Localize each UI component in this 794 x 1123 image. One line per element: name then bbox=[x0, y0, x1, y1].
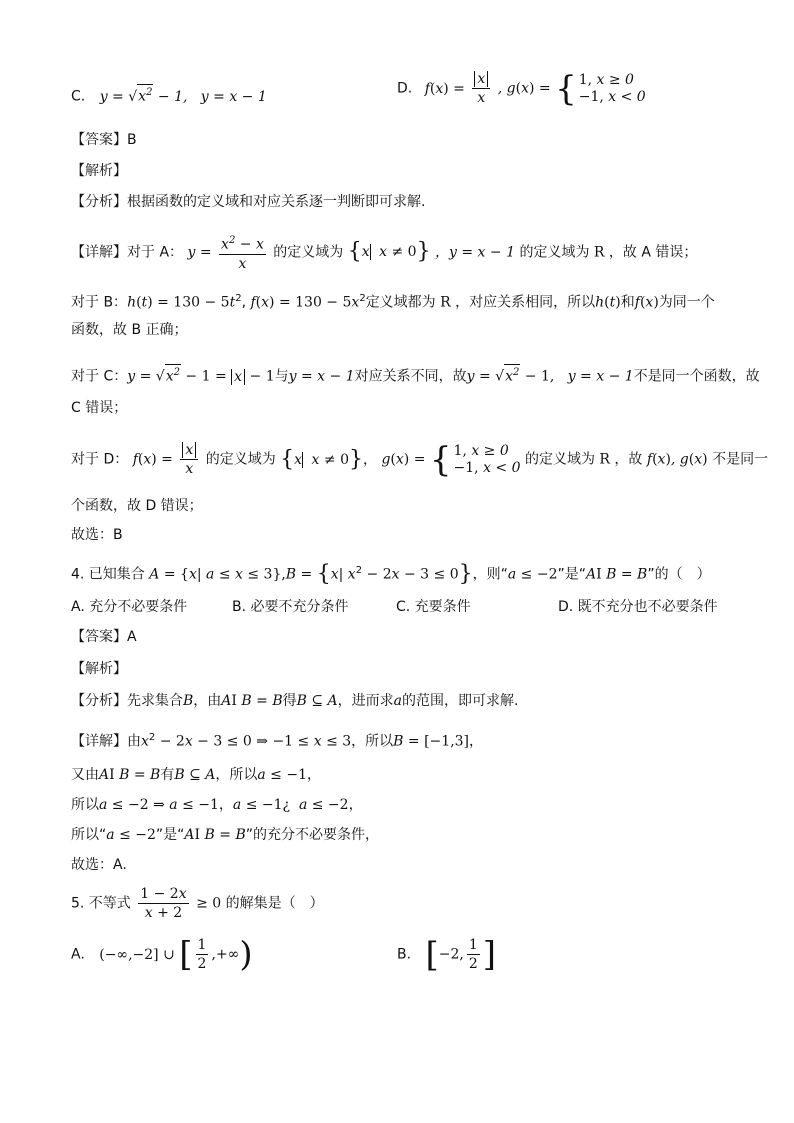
q3-answer: 【答案】B bbox=[71, 132, 137, 148]
q3-detail-b-line1: 对于 B：$h(t) = 130 - 5t^2$, $f(x) = 130 - 5x^2$定义域都为 R ，对应关系相同，所以h(t)和f(x)为同一个 bbox=[71, 293, 715, 311]
q3-detail-d-line1: 对于 D： f(x) = $\frac{x}{x}$ 的定义域为 {x x ≠ 0}， g(x) = { 1, x ≥ 0 −1, x < 0 的定义域为 R ，故 f(x), g(x) 不是同一 bbox=[71, 439, 769, 480]
q4-option-c: C. 充要条件 bbox=[396, 599, 471, 615]
q3-detail-a: 【详解】对于 A： y = $\frac{x^2 - x}{x}$ 的定义域为 {x x ≠ 0} ，y = x − 1 的定义域为 R ，故 A 错误； bbox=[71, 232, 697, 273]
q4-option-b: B. 必要不充分条件 bbox=[232, 599, 349, 615]
q4-detail-line2: 又由AI B = B有B ⊆ A，所以a ≤ −1， bbox=[71, 767, 321, 783]
q5-stem: 5. 不等式 $\frac{1 - 2x}{x + 2}$ ≥ 0 的解集是（ ） bbox=[71, 886, 324, 921]
q4-analysis-head: 【解析】 bbox=[71, 661, 127, 677]
q3-detail-d-line2: 个函数，故 D 错误； bbox=[71, 498, 203, 514]
q4-choose: 故选：A. bbox=[71, 857, 127, 873]
q4-option-a: A. 充分不必要条件 bbox=[71, 599, 188, 615]
q3-choose: 故选：B bbox=[71, 527, 123, 543]
q3-fenxi: 【分析】根据函数的定义域和对应关系逐一判断即可求解. bbox=[71, 194, 426, 210]
q3-option-d: D. f(x) = $\frac{x}{x}$ , g(x) = { 1, x ≥ 0 −1, x < 0 bbox=[397, 68, 646, 109]
q3-detail-c-line1: 对于 C：$y = √x^2 - 1 = x - 1$与y = x − 1对应关系不同，故$y = √x^2 - 1$, y = x − 1不是同一个函数，故 bbox=[71, 364, 760, 387]
q3-option-c: C. $y = √x^2 - 1$, y = x − 1 bbox=[71, 84, 267, 107]
q3-analysis-head: 【解析】 bbox=[71, 163, 127, 179]
q5-option-b: B. [−2, $\frac{1}{2}$ ] bbox=[397, 934, 497, 975]
q3-option-c-math: $y = √x^2 - 1$, y = x − 1 bbox=[100, 89, 267, 105]
q4-detail-line3: 所以a ≤ −2 ⇒ a ≤ −1，a ≤ −1¿ a ≤ −2， bbox=[71, 797, 363, 813]
q4-answer: 【答案】A bbox=[71, 629, 137, 645]
q4-stem: 4. 已知集合 A = {x| a ≤ x ≤ 3},B = {x| $x^2 - 2x - 3 \le 0$}，则“a ≤ −2”是“AI B = B”的（ ） bbox=[71, 561, 711, 587]
q3-detail-c-line2: C 错误； bbox=[71, 400, 128, 416]
q3-option-d-math: f(x) = bbox=[424, 80, 465, 97]
q4-detail-line4: 所以“a ≤ −2”是“AI B = B”的充分不必要条件， bbox=[71, 827, 380, 843]
q4-fenxi: 【分析】先求集合B，由AI B = B得B ⊆ A，进而求a的范围，即可求解. bbox=[71, 693, 519, 709]
q3-detail-b-line2: 函数，故 B 正确； bbox=[71, 322, 188, 338]
q4-option-d: D. 既不充分也不必要条件 bbox=[558, 599, 718, 615]
q5-option-a: A. (−∞,−2] ∪ [ $\frac{1}{2}$ ,+∞) bbox=[71, 934, 253, 975]
q4-detail-line1: 【详解】由$x^2 - 2x - 3 \le 0$ ⇒ −1 ≤ x ≤ 3，所以B = [−1,3]， bbox=[71, 732, 484, 750]
